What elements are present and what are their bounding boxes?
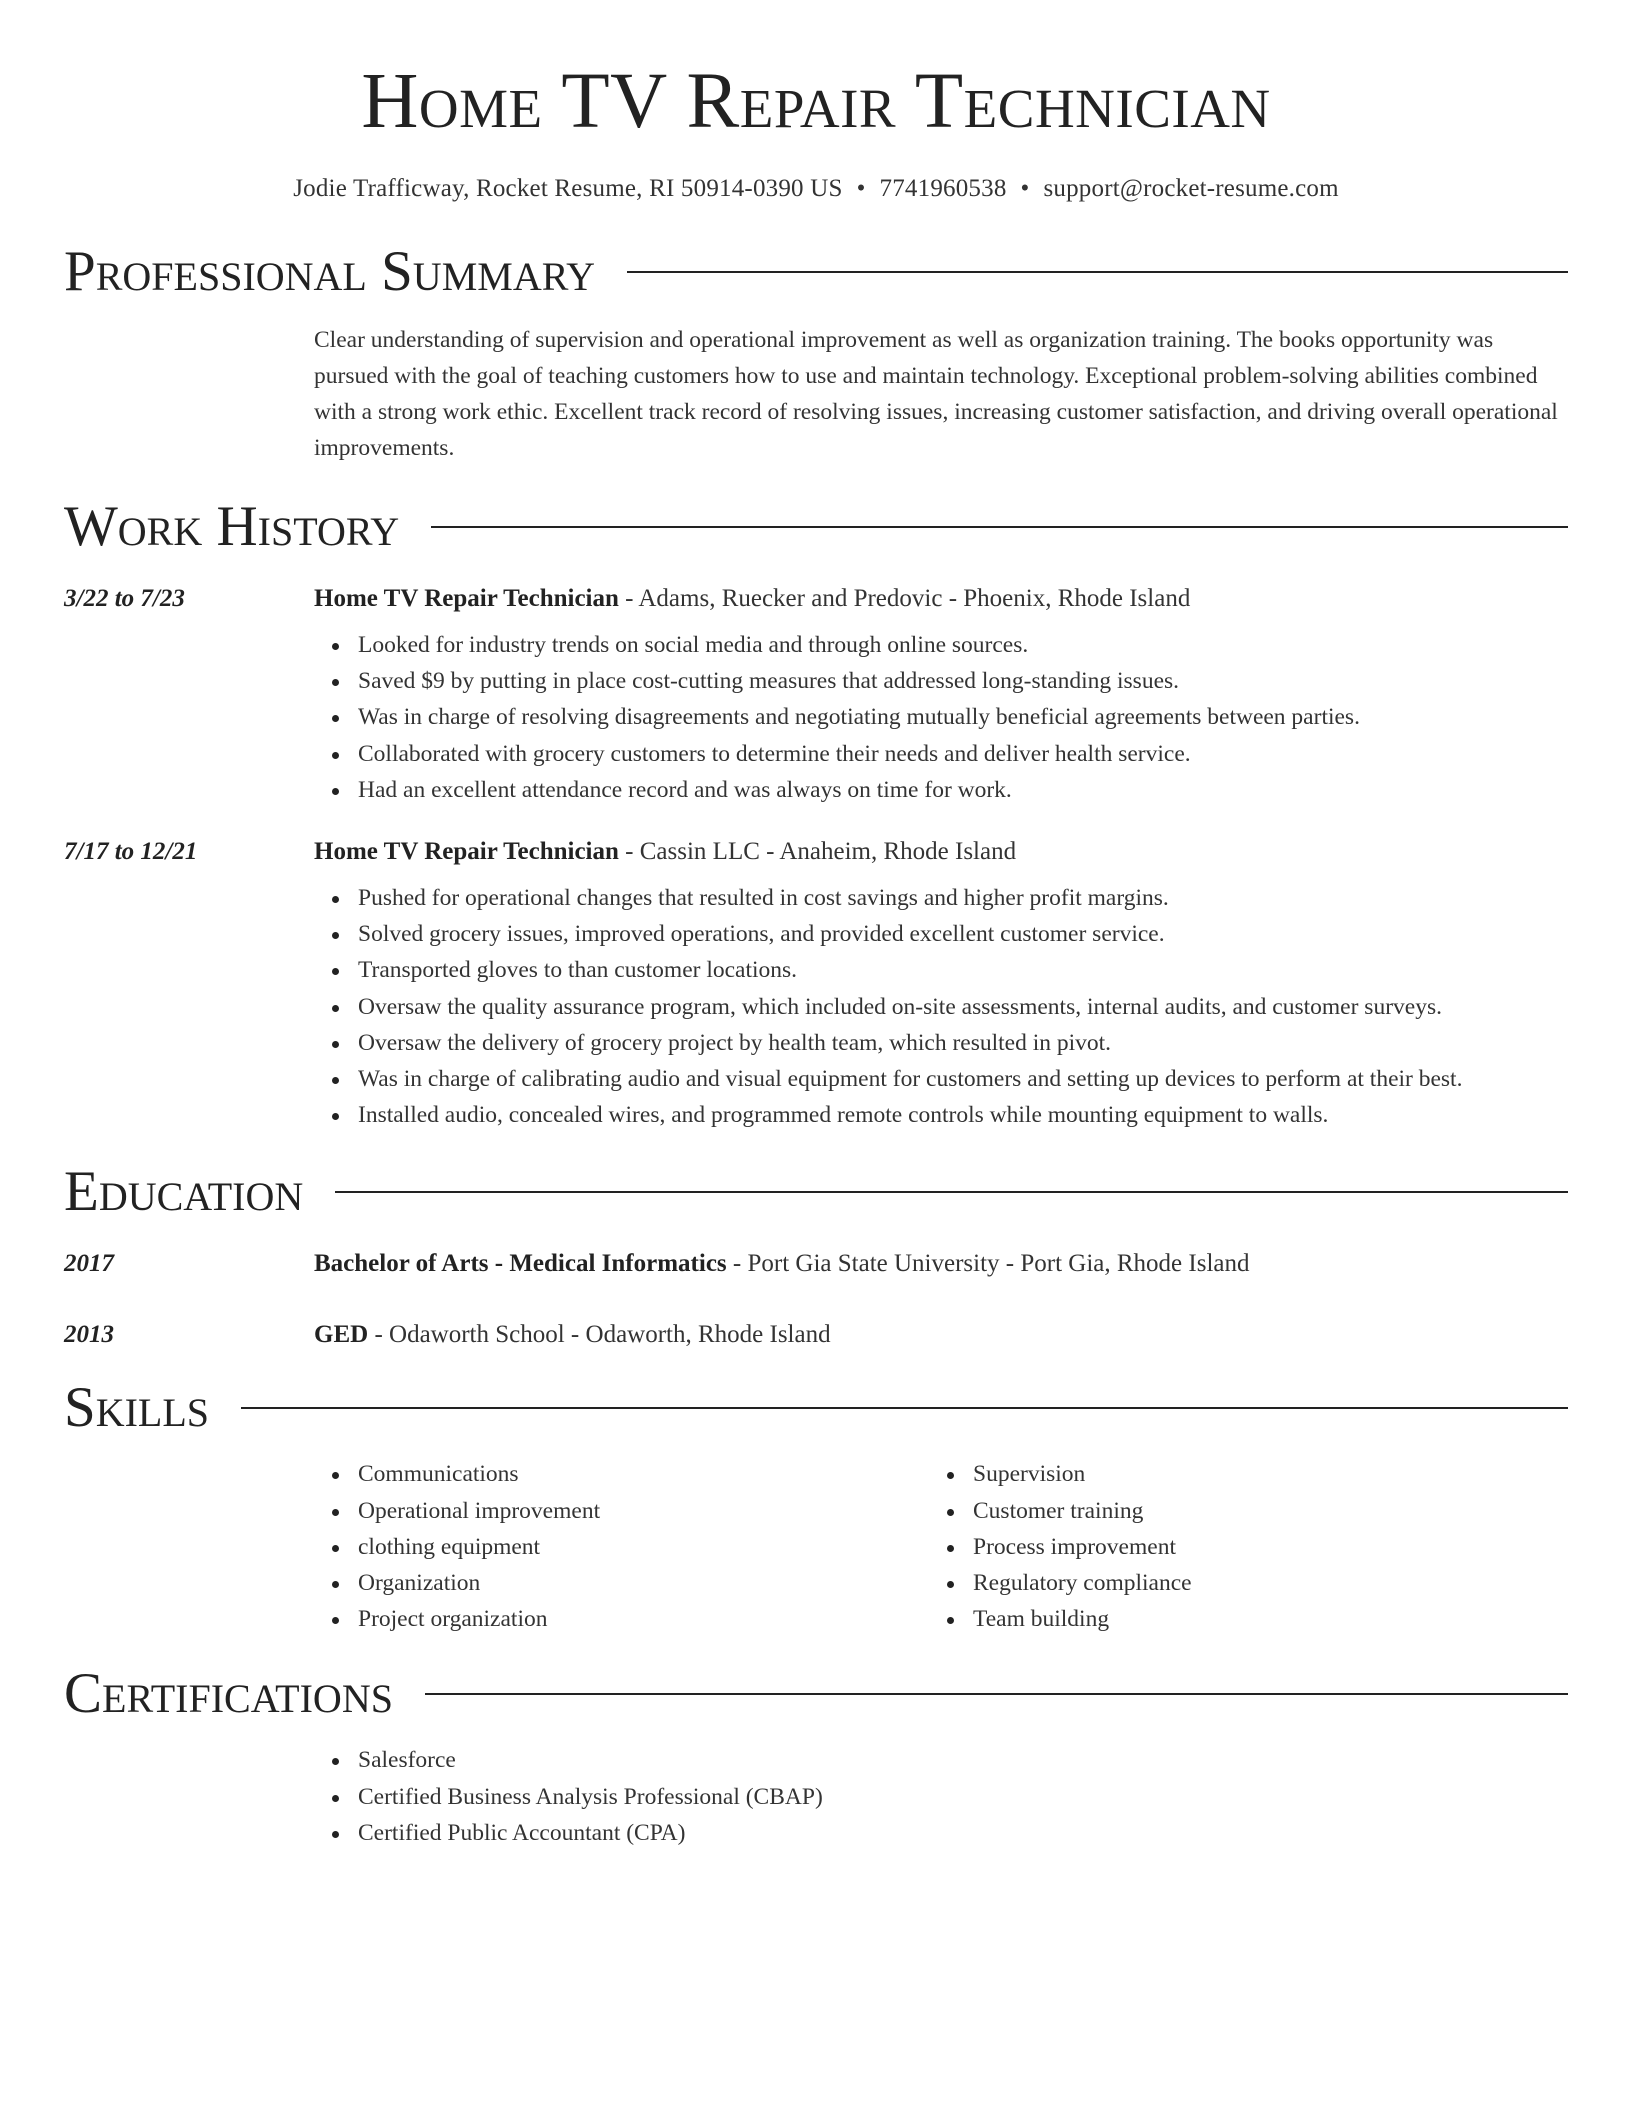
list-item: Salesforce	[358, 1742, 1568, 1778]
job-title: Home TV Repair Technician	[314, 838, 619, 866]
education-entry	[64, 1250, 1568, 1278]
list-item: Project organization	[358, 1601, 929, 1637]
education-degree: Bachelor of Arts - Medical Informatics	[314, 1250, 727, 1278]
education-details: - Odaworth School - Odaworth, Rhode Island	[368, 1321, 831, 1349]
section-divider	[241, 1407, 1568, 1409]
education-section-heading	[64, 1160, 1568, 1224]
list-item: Pushed for operational changes that resulted in cost savings and higher profit margins.	[358, 880, 1568, 916]
list-item: Solved grocery issues, improved operations, and provided excellent customer service.	[358, 916, 1568, 952]
job-title-line	[314, 838, 1568, 866]
skills-heading: Skills	[64, 1376, 210, 1440]
contact-phone: 7741960538	[879, 175, 1007, 202]
education-entry	[64, 1321, 1568, 1349]
list-item: Process improvement	[973, 1529, 1544, 1565]
list-item: Had an excellent attendance record and was always on time for work.	[358, 772, 1568, 808]
list-item: Oversaw the delivery of grocery project by health team, which resulted in pivot.	[358, 1025, 1568, 1061]
list-item: clothing equipment	[358, 1529, 929, 1565]
work-section-heading	[64, 495, 1568, 558]
list-item: Was in charge of calibrating audio and visual equipment for customers and setting up devices to perform at their best.	[358, 1061, 1568, 1097]
skills-column-right	[929, 1456, 1544, 1637]
summary-section-heading	[64, 240, 1568, 303]
work-heading: Work History	[64, 495, 400, 558]
job-entry	[64, 585, 1568, 808]
job-details: - Adams, Ruecker and Predovic - Phoenix, Rhode Island	[618, 585, 1191, 612]
job-title-line	[314, 585, 1568, 613]
list-item: Transported gloves to than customer locations.	[358, 952, 1568, 988]
job-dates: 7/17 to 12/21	[64, 838, 198, 866]
job-bullets	[314, 880, 1568, 1133]
list-item: Looked for industry trends on social media and through online sources.	[358, 627, 1568, 663]
list-item: Was in charge of resolving disagreements and negotiating mutually beneficial agreements between parties.	[358, 699, 1568, 735]
education-year: 2013	[64, 1321, 114, 1349]
section-divider	[431, 526, 1568, 528]
list-item: Regulatory compliance	[973, 1565, 1544, 1601]
section-divider	[335, 1191, 1568, 1193]
list-item: Saved $9 by putting in place cost-cutting measures that addressed long-standing issues.	[358, 663, 1568, 699]
skills-column-left	[314, 1456, 929, 1637]
skills-list	[64, 1456, 1568, 1637]
list-item: Certified Business Analysis Professional (CBAP)	[358, 1779, 1568, 1815]
list-item: Certified Public Accountant (CPA)	[358, 1815, 1568, 1851]
section-divider	[627, 271, 1568, 273]
list-item: Team building	[973, 1601, 1544, 1637]
summary-text: Clear understanding of supervision and operational improvement as well as organization training. The books opportunity was pursued with the goal of teaching customers how to use and maintain technology. Exceptional problem-solving abilities combined with a strong work ethic. Excellent track record of resolving issues, increasing customer satisfaction, and driving overall operational improvements.	[314, 327, 1558, 461]
resume-name: Home TV Repair Technician	[361, 58, 1271, 145]
certifications-heading: Certifications	[64, 1662, 393, 1726]
list-item: Operational improvement	[358, 1493, 929, 1529]
list-item: Installed audio, concealed wires, and programmed remote controls while mounting equipment to walls.	[358, 1097, 1568, 1133]
contact-line	[64, 175, 1568, 203]
education-heading: Education	[64, 1160, 304, 1224]
education-details: - Port Gia State University - Port Gia, Rhode Island	[726, 1250, 1250, 1278]
job-entry	[64, 838, 1568, 1133]
skills-section-heading	[64, 1376, 1568, 1440]
summary-heading: Professional Summary	[64, 240, 596, 303]
contact-address: Jodie Trafficway, Rocket Resume, RI 50914-0390 US	[293, 175, 843, 202]
education-degree: GED	[314, 1321, 369, 1349]
list-item: Supervision	[973, 1456, 1544, 1492]
education-year: 2017	[64, 1250, 114, 1278]
job-bullets	[314, 627, 1568, 808]
job-dates: 3/22 to 7/23	[64, 585, 185, 612]
list-item: Communications	[358, 1456, 929, 1492]
list-item: Organization	[358, 1565, 929, 1601]
job-details: - Cassin LLC - Anaheim, Rhode Island	[618, 838, 1017, 866]
list-item: Collaborated with grocery customers to determine their needs and deliver health service.	[358, 736, 1568, 772]
list-item: Customer training	[973, 1493, 1544, 1529]
certifications-list	[64, 1742, 1568, 1851]
list-item: Oversaw the quality assurance program, which included on-site assessments, internal audits, and customer surveys.	[358, 989, 1568, 1025]
job-title: Home TV Repair Technician	[314, 585, 619, 612]
contact-email: support@rocket-resume.com	[1043, 175, 1339, 202]
contact-separator: •	[1020, 175, 1030, 202]
section-divider	[425, 1693, 1568, 1695]
contact-separator: •	[856, 175, 866, 202]
certifications-section-heading	[64, 1662, 1568, 1726]
